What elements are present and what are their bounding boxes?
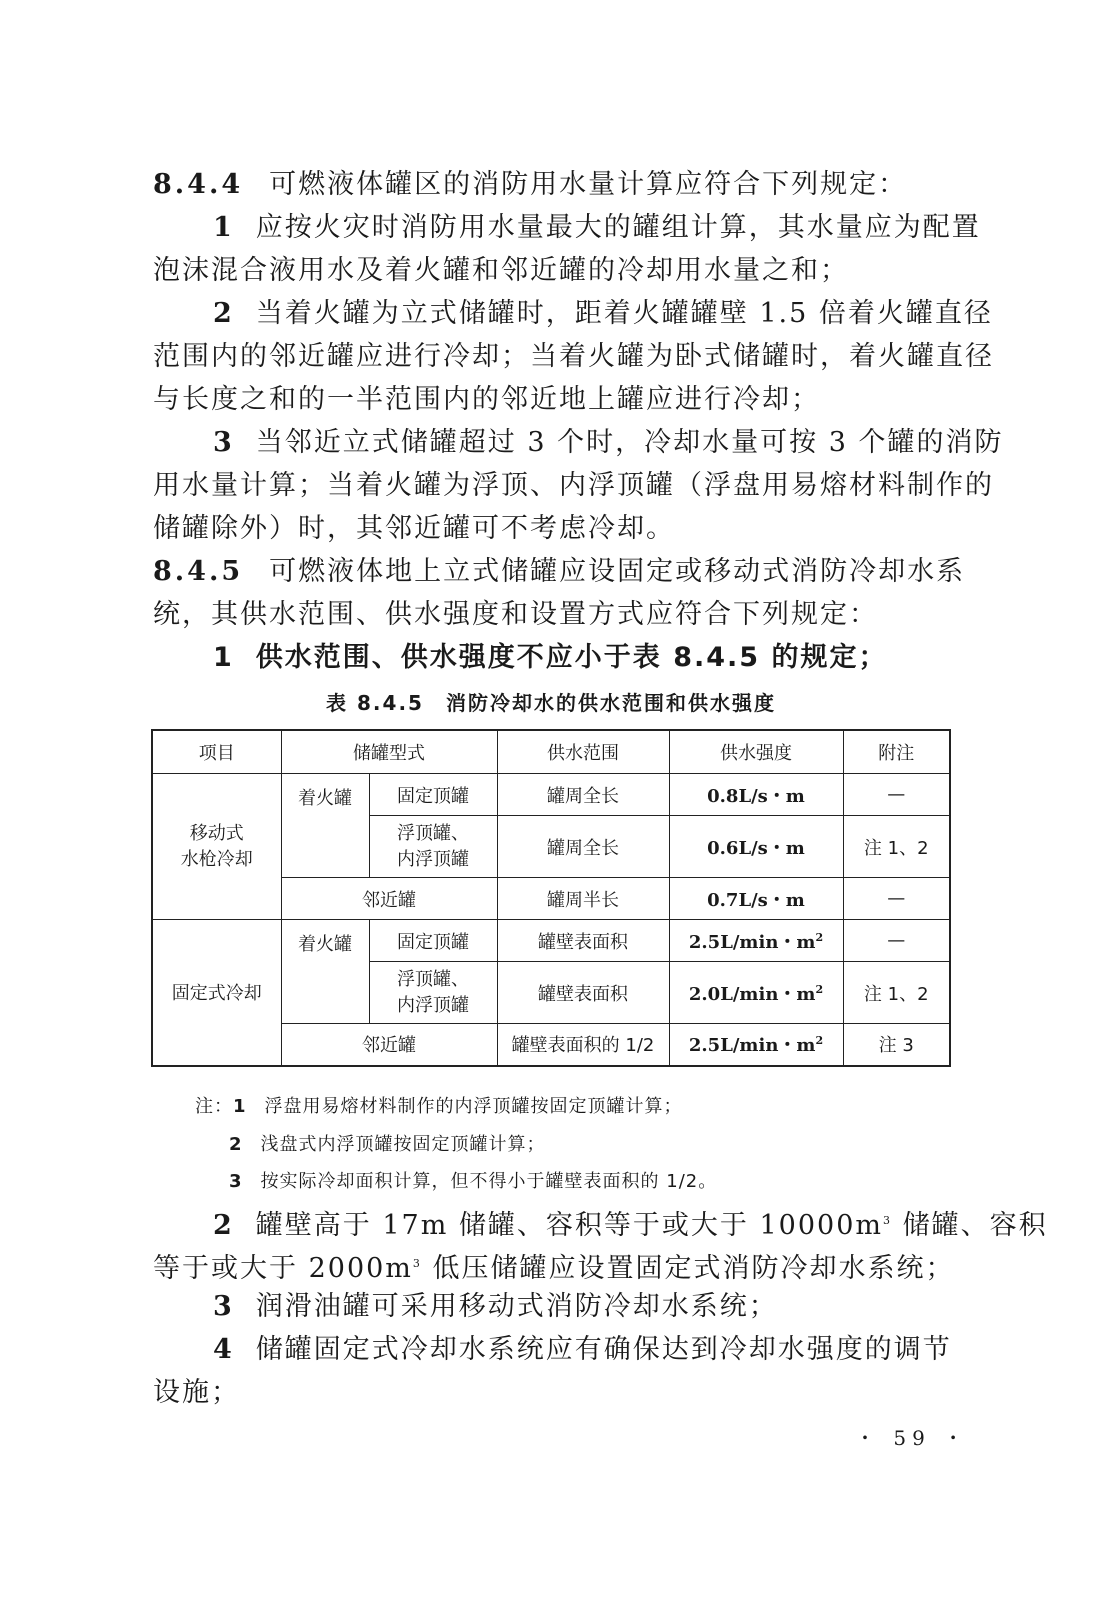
paragraph: 3 润滑油罐可采用移动式消防冷却水系统； [213,1291,778,1322]
fire-tank-cell: 着火罐 [281,920,369,1024]
paragraph-line: 统，其供水范围、供水强度和设置方式应符合下列规定： [153,599,878,630]
tank-type-cell: 固定顶罐 [369,774,497,816]
section-8-4-5-heading: 8.4.5 可燃液体地上立式储罐应设固定或移动式消防冷却水系 [153,556,966,587]
range-cell: 罐壁表面积 [497,962,669,1024]
tank-type-cell: 浮顶罐、 内浮顶罐 [369,962,497,1024]
range-cell: 罐周全长 [497,774,669,816]
note-cell: — [843,920,950,962]
header-cell: 供水强度 [669,730,843,774]
group-cell: 移动式 水枪冷却 [152,774,281,920]
value-cell: 0.7L/s・m [669,878,843,920]
group-cell: 固定式冷却 [152,920,281,1066]
section-8-4-4-heading: 8.4.4 可燃液体罐区的消防用水量计算应符合下列规定： [153,169,908,200]
value-cell: 0.8L/s・m [669,774,843,816]
table-note: 注：1 浮盘用易熔材料制作的内浮顶罐按固定顶罐计算； [195,1096,683,1117]
paragraph: 2 罐壁高于 17m 储罐、容积等于或大于 $10000m^3$ 储罐、容积 [213,1210,1048,1241]
tank-type-cell: 固定顶罐 [369,920,497,962]
paragraph-line: 用水量计算；当着火罐为浮顶、内浮顶罐（浮盘用易熔材料制作的 [153,470,994,501]
tank-type-cell: 邻近罐 [281,878,497,920]
paragraph: 1 应按火灾时消防用水量最大的罐组计算，其水量应为配置 [213,212,981,243]
range-cell: 罐周全长 [497,816,669,878]
table-caption: 表 8.4.5 消防冷却水的供水范围和供水强度 [326,691,776,715]
paragraph-line: 泡沫混合液用水及着火罐和邻近罐的冷却用水量之和； [153,255,849,286]
paragraph-bold: 1 供水范围、供水强度不应小于表 8.4.5 的规定； [213,642,888,673]
paragraph-line: 范围内的邻近罐应进行冷却；当着火罐为卧式储罐时，着火罐直径 [153,341,994,372]
note-cell: — [843,774,950,816]
header-cell: 供水范围 [497,730,669,774]
value-cell: 2.0L/min・$m^2$ [669,962,843,1024]
table-row [152,920,950,962]
note-cell: 注 3 [843,1024,950,1066]
paragraph-line: 等于或大于 $2000m^3$ 低压储罐应设置固定式消防冷却水系统； [153,1253,955,1284]
paragraph: 4 储罐固定式冷却水系统应有确保达到冷却水强度的调节 [213,1334,952,1365]
paragraph: 3 当邻近立式储罐超过 3 个时，冷却水量可按 3 个罐的消防 [213,427,1004,458]
page-number: ・ 59 ・ [855,1426,970,1450]
header-cell: 项目 [152,730,281,774]
paragraph-line: 设施； [153,1377,240,1408]
table-row [152,774,950,816]
table-note: 3 按实际冷却面积计算，但不得小于罐壁表面积的 1/2。 [229,1171,718,1192]
range-cell: 罐周半长 [497,878,669,920]
paragraph-line: 与长度之和的一半范围内的邻近地上罐应进行冷却； [153,384,820,415]
table-note: 2 浅盘式内浮顶罐按固定顶罐计算； [229,1134,546,1155]
tank-type-cell: 邻近罐 [281,1024,497,1066]
data-table [151,729,951,1067]
note-cell: 注 1、2 [843,816,950,878]
range-cell: 罐壁表面积的 1/2 [497,1024,669,1066]
table-header-row [152,730,950,774]
header-cell: 储罐型式 [281,730,497,774]
value-cell: 2.5L/min・$m^2$ [669,1024,843,1066]
note-cell: 注 1、2 [843,962,950,1024]
tank-type-cell: 浮顶罐、 内浮顶罐 [369,816,497,878]
note-cell: — [843,878,950,920]
paragraph: 2 当着火罐为立式储罐时，距着火罐罐壁 1.5 倍着火罐直径 [213,298,993,329]
value-cell: 2.5L/min・$m^2$ [669,920,843,962]
value-cell: 0.6L/s・m [669,816,843,878]
paragraph-line: 储罐除外）时，其邻近罐可不考虑冷却。 [153,513,675,544]
header-cell: 附注 [843,730,950,774]
range-cell: 罐壁表面积 [497,920,669,962]
fire-tank-cell: 着火罐 [281,774,369,878]
